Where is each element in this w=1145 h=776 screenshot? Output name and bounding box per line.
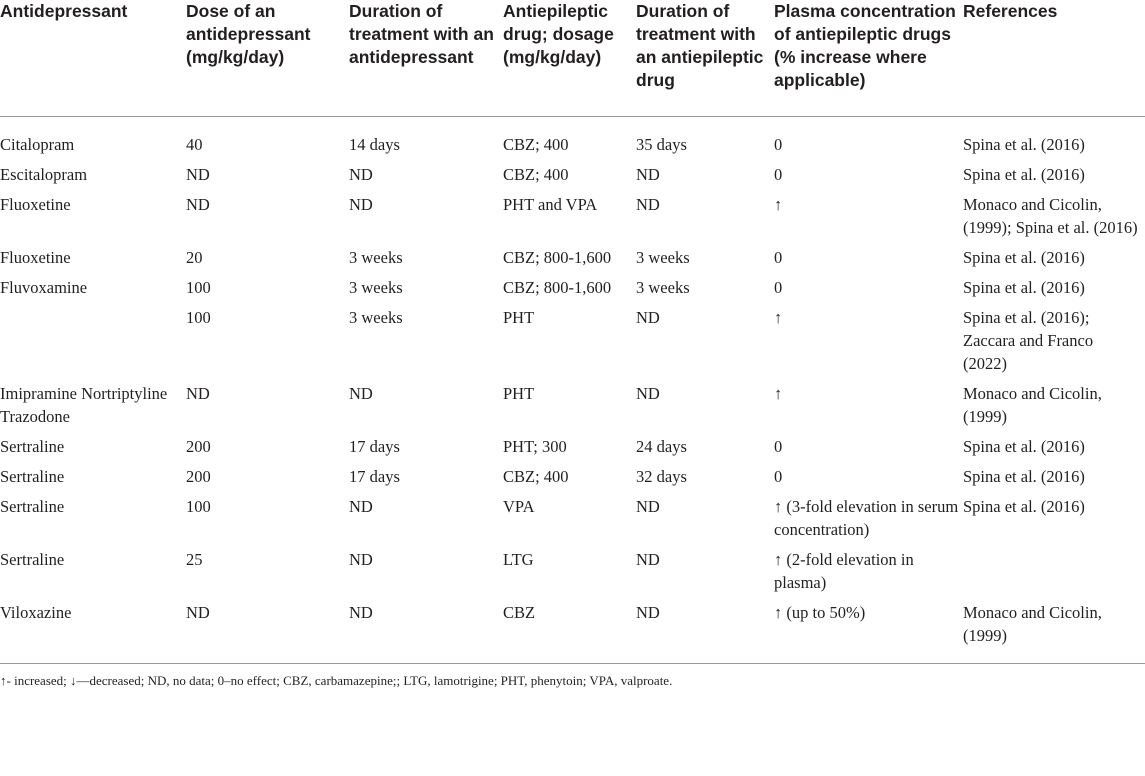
cell-antidepressant: Sertraline xyxy=(0,467,65,486)
cell-antidepressant: Fluvoxamine xyxy=(0,278,88,297)
cell-antidepressant: Sertraline xyxy=(0,437,65,456)
cell-duration-antidepressant: 17 days xyxy=(349,437,400,456)
table-row xyxy=(0,246,1145,276)
cell-duration-antiepileptic: 3 weeks xyxy=(636,278,690,297)
cell-antiepileptic-drug: PHT; 300 xyxy=(503,437,567,456)
header-antiepileptic-drug: Antiepileptic drug; dosage (mg/kg/day) xyxy=(503,0,636,117)
cell-antiepileptic-drug: PHT xyxy=(503,308,535,327)
cell-duration-antiepileptic: ND xyxy=(636,601,774,664)
cell-plasma-concentration: ↑ xyxy=(774,308,783,327)
table-row xyxy=(0,495,1145,548)
cell-dose: ND xyxy=(186,165,210,184)
cell-duration-antidepressant: ND xyxy=(349,195,373,214)
cell-dose: 25 xyxy=(186,550,203,569)
cell-duration-antiepileptic: ND xyxy=(636,550,660,569)
cell-duration-antiepileptic: ND xyxy=(636,165,660,184)
cell-antiepileptic-drug: CBZ; 800-1,600 xyxy=(503,248,612,267)
cell-reference: Spina et al. (2016) xyxy=(963,135,1085,154)
cell-plasma-concentration: ↑ (3-fold elevation in serum concentration) xyxy=(774,497,959,539)
cell-reference: Monaco and Cicolin, (1999) xyxy=(963,601,1145,664)
cell-duration-antiepileptic: 24 days xyxy=(636,437,687,456)
cell-dose: ND xyxy=(186,601,349,664)
cell-reference xyxy=(963,548,1145,601)
cell-dose: ND xyxy=(186,195,210,214)
header-duration-antidepressant: Duration of treatment with an antidepressant xyxy=(349,0,503,117)
header-references: References xyxy=(963,0,1145,117)
cell-plasma-concentration: 0 xyxy=(774,165,783,184)
cell-antiepileptic-drug: CBZ; 400 xyxy=(503,467,569,486)
header-plasma-concentration: Plasma concentration of antiepileptic drugs (% increase where applicable) xyxy=(774,0,963,117)
table-row xyxy=(0,117,1145,164)
cell-plasma-concentration: 0 xyxy=(774,248,783,267)
cell-antiepileptic-drug: LTG xyxy=(503,550,534,569)
cell-duration-antidepressant: 17 days xyxy=(349,467,400,486)
table-row xyxy=(0,193,1145,246)
cell-dose: 100 xyxy=(186,278,211,297)
cell-reference: Spina et al. (2016) xyxy=(963,248,1085,267)
header-antidepressant: Antidepressant xyxy=(0,0,186,117)
cell-antidepressant: Sertraline xyxy=(0,497,65,516)
cell-antidepressant: Imipramine Nortriptyline Trazodone xyxy=(0,384,168,426)
cell-antiepileptic-drug: CBZ; 400 xyxy=(503,135,569,154)
cell-antidepressant: Fluoxetine xyxy=(0,195,71,214)
cell-antiepileptic-drug: CBZ; 400 xyxy=(503,165,569,184)
cell-plasma-concentration: ↑ (2-fold elevation in plasma) xyxy=(774,550,914,592)
cell-dose: 40 xyxy=(186,135,203,154)
cell-plasma-concentration: 0 xyxy=(774,467,783,486)
cell-antidepressant: Escitalopram xyxy=(0,165,88,184)
cell-duration-antidepressant: 3 weeks xyxy=(349,278,403,297)
table-row xyxy=(0,382,1145,435)
table-row xyxy=(0,465,1145,495)
cell-duration-antiepileptic: ND xyxy=(636,195,660,214)
cell-duration-antidepressant: 3 weeks xyxy=(349,248,403,267)
table-row xyxy=(0,548,1145,601)
cell-antidepressant: Sertraline xyxy=(0,550,65,569)
table-row xyxy=(0,276,1145,306)
cell-plasma-concentration: 0 xyxy=(774,437,783,456)
cell-duration-antidepressant: ND xyxy=(349,497,373,516)
cell-plasma-concentration: 0 xyxy=(774,135,783,154)
cell-reference: Monaco and Cicolin, (1999) xyxy=(963,384,1102,426)
cell-dose: 20 xyxy=(186,248,203,267)
table-header xyxy=(0,0,1145,117)
cell-antidepressant: Citalopram xyxy=(0,135,75,154)
cell-reference: Spina et al. (2016) xyxy=(963,278,1085,297)
cell-reference: Spina et al. (2016) xyxy=(963,165,1085,184)
cell-antiepileptic-drug: PHT xyxy=(503,384,535,403)
cell-dose: 100 xyxy=(186,497,211,516)
header-row xyxy=(0,0,1145,117)
cell-duration-antiepileptic: ND xyxy=(636,384,660,403)
cell-duration-antidepressant: ND xyxy=(349,165,373,184)
header-dose: Dose of an antidepressant (mg/kg/day) xyxy=(186,0,349,117)
cell-dose: 200 xyxy=(186,467,211,486)
cell-reference: Monaco and Cicolin, (1999); Spina et al. (2016) xyxy=(963,195,1138,237)
cell-plasma-concentration: ↑ xyxy=(774,384,783,403)
cell-duration-antidepressant: ND xyxy=(349,550,373,569)
table-row xyxy=(0,163,1145,193)
table-row xyxy=(0,306,1145,382)
cell-duration-antidepressant: 3 weeks xyxy=(349,308,403,327)
cell-dose: 100 xyxy=(186,308,211,327)
cell-duration-antidepressant: ND xyxy=(349,384,373,403)
cell-antiepileptic-drug: CBZ; 800-1,600 xyxy=(503,278,612,297)
cell-antiepileptic-drug: PHT and VPA xyxy=(503,195,598,214)
cell-duration-antiepileptic: 32 days xyxy=(636,467,687,486)
cell-antiepileptic-drug: CBZ xyxy=(503,601,636,664)
cell-dose: 200 xyxy=(186,437,211,456)
cell-antidepressant xyxy=(0,306,186,382)
header-duration-antiepileptic: Duration of treatment with an antiepileptic drug xyxy=(636,0,774,117)
cell-duration-antiepileptic: 3 weeks xyxy=(636,248,690,267)
cell-reference: Spina et al. (2016) xyxy=(963,497,1085,516)
table-footnote: ↑- increased; ↓—decreased; ND, no data; 0–no effect; CBZ, carbamazepine;; LTG, lamotrigine; PHT, phenytoin; VPA, valproate. xyxy=(0,673,673,688)
cell-antiepileptic-drug: VPA xyxy=(503,497,535,516)
cell-reference: Spina et al. (2016) xyxy=(963,467,1085,486)
cell-antidepressant: Viloxazine xyxy=(0,601,186,664)
table-row xyxy=(0,601,1145,664)
table-body xyxy=(0,117,1145,664)
cell-dose: ND xyxy=(186,384,210,403)
cell-duration-antiepileptic: ND xyxy=(636,497,660,516)
table-row xyxy=(0,435,1145,465)
cell-reference: Spina et al. (2016); Zaccara and Franco (2022) xyxy=(963,308,1094,373)
cell-plasma-concentration: ↑ xyxy=(774,195,783,214)
cell-antidepressant: Fluoxetine xyxy=(0,248,71,267)
cell-duration-antidepressant: 14 days xyxy=(349,135,400,154)
cell-plasma-concentration: ↑ (up to 50%) xyxy=(774,601,963,664)
cell-duration-antiepileptic: ND xyxy=(636,308,660,327)
cell-reference: Spina et al. (2016) xyxy=(963,437,1085,456)
cell-duration-antiepileptic: 35 days xyxy=(636,135,687,154)
cell-plasma-concentration: 0 xyxy=(774,278,783,297)
cell-duration-antidepressant: ND xyxy=(349,601,503,664)
